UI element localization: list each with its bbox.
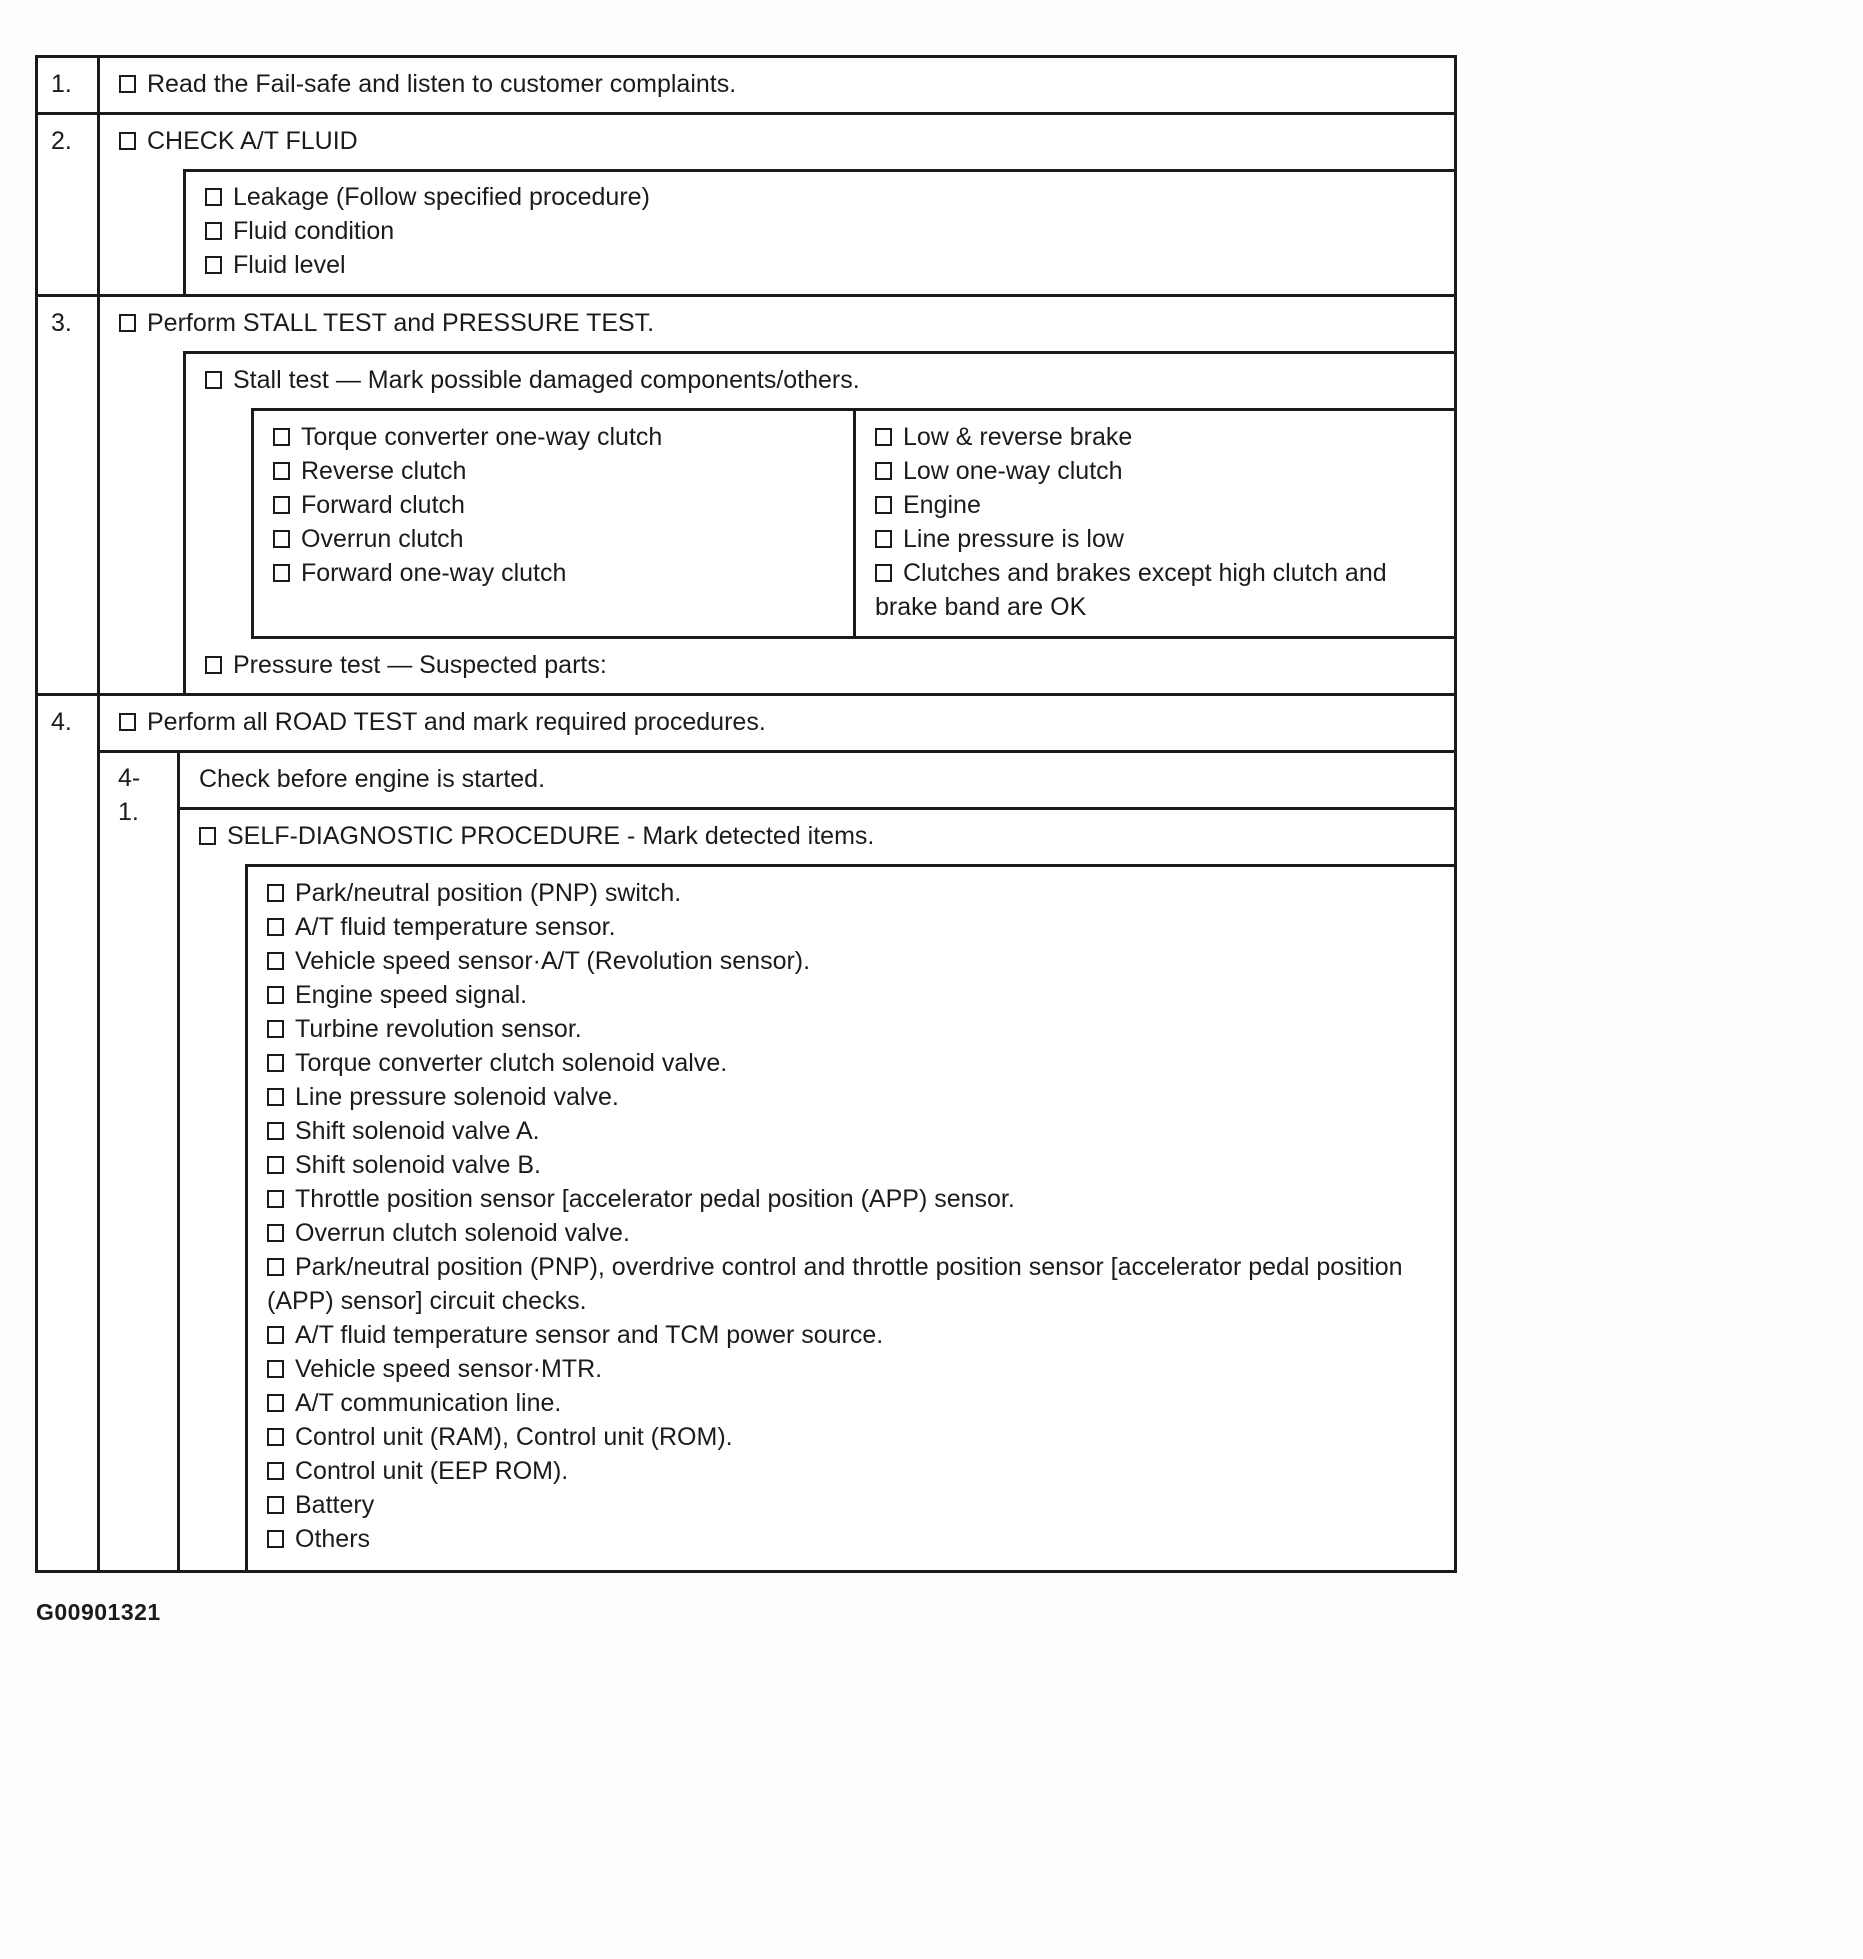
- checklist-item: [205, 180, 1440, 214]
- checkbox-icon: [205, 256, 222, 274]
- checkbox-icon: [119, 132, 136, 150]
- checklist-item: [267, 1114, 1438, 1148]
- checkbox-icon: [205, 222, 222, 240]
- checklist-item: [100, 58, 1454, 112]
- item-label: Leakage (Follow specified procedure): [233, 183, 650, 211]
- item-label: Perform all ROAD TEST and mark required procedures.: [147, 708, 766, 736]
- item-label: Battery: [295, 1491, 375, 1519]
- checkbox-icon: [267, 1258, 284, 1276]
- stall-test-components-table: [251, 408, 1454, 639]
- checklist-item: [875, 488, 1438, 522]
- diagnostic-worksheet-table: [35, 55, 1457, 1573]
- item-label: Shift solenoid valve B.: [295, 1151, 541, 1179]
- checkbox-icon: [875, 564, 892, 582]
- row-number: 1.: [38, 58, 100, 112]
- checkbox-icon: [205, 656, 222, 674]
- worksheet-row-3: [38, 294, 1454, 693]
- checklist-item: [100, 297, 1454, 351]
- item-label: SELF-DIAGNOSTIC PROCEDURE - Mark detected items.: [227, 822, 875, 850]
- checkbox-icon: [199, 827, 216, 845]
- checklist-item: [267, 1046, 1438, 1080]
- item-label: Forward one-way clutch: [301, 559, 567, 587]
- item-label: Torque converter clutch solenoid valve.: [295, 1049, 728, 1077]
- item-label: Park/neutral position (PNP) switch.: [295, 879, 682, 907]
- checkbox-icon: [267, 952, 284, 970]
- checklist-item: [875, 454, 1438, 488]
- checkbox-icon: [267, 918, 284, 936]
- item-label: Park/neutral position (PNP), overdrive control and throttle position sensor [accelerator pedal position (APP) sensor] circuit checks.: [267, 1253, 1403, 1315]
- item-label: Stall test — Mark possible damaged components/others.: [233, 366, 860, 394]
- checkbox-icon: [267, 1156, 284, 1174]
- stall-pressure-subsection: [183, 351, 1454, 693]
- item-label: Low & reverse brake: [903, 423, 1133, 451]
- checkbox-icon: [119, 713, 136, 731]
- road-test-subsection: [100, 750, 1454, 1570]
- item-label: Turbine revolution sensor.: [295, 1015, 582, 1043]
- item-label: Read the Fail-safe and listen to customer complaints.: [147, 70, 737, 98]
- checklist-item: [267, 1182, 1438, 1216]
- checklist-item: [267, 1250, 1438, 1318]
- checklist-item: [875, 556, 1438, 624]
- checklist-item: [875, 420, 1438, 454]
- item-label: Perform STALL TEST and PRESSURE TEST.: [147, 309, 655, 337]
- checklist-item: [273, 454, 841, 488]
- fluid-check-items: [186, 172, 1454, 294]
- row-content: [100, 58, 1454, 112]
- checklist-item: [267, 1352, 1438, 1386]
- item-label: Control unit (EEP ROM).: [295, 1457, 569, 1485]
- checklist-item: [267, 1012, 1438, 1046]
- item-label: Clutches and brakes except high clutch and brake band are OK: [875, 559, 1387, 621]
- checkbox-icon: [875, 462, 892, 480]
- row-content: [100, 297, 1454, 693]
- sub-row-number-line1: 4-: [118, 764, 141, 792]
- item-label: Reverse clutch: [301, 457, 467, 485]
- checkbox-icon: [119, 314, 136, 332]
- self-diagnostic-items: [248, 867, 1454, 1570]
- checkbox-icon: [267, 1054, 284, 1072]
- checklist-item: [267, 944, 1438, 978]
- item-label: Pressure test — Suspected parts:: [233, 651, 607, 679]
- road-test-content: [180, 753, 1454, 1570]
- checklist-item: [267, 1148, 1438, 1182]
- fluid-check-subsection: [183, 169, 1454, 294]
- item-label: Engine: [903, 491, 981, 519]
- check-before-engine-label: Check before engine is started.: [199, 765, 546, 793]
- worksheet-row-4: [38, 693, 1454, 1570]
- item-label: Fluid level: [233, 251, 346, 279]
- checklist-item: [205, 248, 1440, 282]
- checkbox-icon: [267, 1360, 284, 1378]
- checklist-item: [180, 807, 1454, 864]
- checklist-item: [267, 876, 1438, 910]
- item-label: Control unit (RAM), Control unit (ROM).: [295, 1423, 733, 1451]
- checkbox-icon: [267, 1224, 284, 1242]
- checklist-item: [267, 1386, 1438, 1420]
- checkbox-icon: [267, 1020, 284, 1038]
- sub-row-number-line2: 1.: [118, 798, 139, 826]
- checklist-item: [273, 556, 841, 590]
- row-number: 2.: [38, 115, 100, 294]
- checklist-item: [273, 488, 841, 522]
- item-label: Engine speed signal.: [295, 981, 528, 1009]
- item-label: Forward clutch: [301, 491, 465, 519]
- item-label: Vehicle speed sensor·A/T (Revolution sensor).: [295, 947, 811, 975]
- row-content: [100, 696, 1454, 1570]
- checklist-item: [100, 696, 1454, 750]
- checkbox-icon: [267, 986, 284, 1004]
- item-label: A/T fluid temperature sensor and TCM power source.: [295, 1321, 884, 1349]
- row-number: 3.: [38, 297, 100, 693]
- checkbox-icon: [267, 1122, 284, 1140]
- checkbox-icon: [273, 496, 290, 514]
- checkbox-icon: [267, 1496, 284, 1514]
- stall-components-right-column: [856, 411, 1454, 636]
- checklist-item: [186, 639, 1454, 693]
- checklist-item: [267, 1488, 1438, 1522]
- item-label: Shift solenoid valve A.: [295, 1117, 540, 1145]
- checklist-item: [875, 522, 1438, 556]
- checklist-item: [267, 1080, 1438, 1114]
- sub-row-number: [100, 753, 180, 1570]
- item-label: Line pressure solenoid valve.: [295, 1083, 619, 1111]
- checkbox-icon: [273, 564, 290, 582]
- item-label: A/T fluid temperature sensor.: [295, 913, 616, 941]
- checkbox-icon: [267, 1462, 284, 1480]
- checkbox-icon: [267, 1530, 284, 1548]
- item-label: Overrun clutch solenoid valve.: [295, 1219, 630, 1247]
- checkbox-icon: [267, 1326, 284, 1344]
- checklist-item: [267, 910, 1438, 944]
- checkbox-icon: [875, 530, 892, 548]
- item-label: Vehicle speed sensor·MTR.: [295, 1355, 603, 1383]
- checklist-item: [267, 1216, 1438, 1250]
- checkbox-icon: [273, 428, 290, 446]
- worksheet-row-1: [38, 58, 1454, 112]
- checklist-item: [186, 354, 1454, 408]
- item-label: Line pressure is low: [903, 525, 1124, 553]
- row-content: [100, 115, 1454, 294]
- checkbox-icon: [267, 1428, 284, 1446]
- self-diagnostic-items-box: [245, 864, 1454, 1570]
- checkbox-icon: [267, 1190, 284, 1208]
- item-label: Low one-way clutch: [903, 457, 1123, 485]
- checkbox-icon: [205, 188, 222, 206]
- checklist-item: [205, 214, 1440, 248]
- checklist-item: [267, 978, 1438, 1012]
- checkbox-icon: [205, 371, 222, 389]
- checkbox-icon: [875, 496, 892, 514]
- checklist-item: [267, 1420, 1438, 1454]
- item-label: A/T communication line.: [295, 1389, 562, 1417]
- checkbox-icon: [875, 428, 892, 446]
- item-label: Fluid condition: [233, 217, 395, 245]
- item-label: Overrun clutch: [301, 525, 464, 553]
- item-label: Torque converter one-way clutch: [301, 423, 663, 451]
- checklist-item: [267, 1522, 1438, 1556]
- checkbox-icon: [273, 462, 290, 480]
- checkbox-icon: [273, 530, 290, 548]
- checklist-item: [273, 522, 841, 556]
- item-label: Throttle position sensor [accelerator pedal position (APP) sensor.: [295, 1185, 1015, 1213]
- checkbox-icon: [119, 75, 136, 93]
- figure-id-label: G00901321: [36, 1599, 161, 1625]
- worksheet-row-2: [38, 112, 1454, 294]
- checklist-item: [273, 420, 841, 454]
- checkbox-icon: [267, 884, 284, 902]
- checklist-item: [100, 115, 1454, 169]
- checklist-item: [267, 1318, 1438, 1352]
- item-label: CHECK A/T FLUID: [147, 127, 358, 155]
- item-label: Others: [295, 1525, 371, 1553]
- checkbox-icon: [267, 1088, 284, 1106]
- checkbox-icon: [267, 1394, 284, 1412]
- row-number: 4.: [38, 696, 100, 1570]
- checklist-item: [267, 1454, 1438, 1488]
- stall-components-left-column: [254, 411, 856, 636]
